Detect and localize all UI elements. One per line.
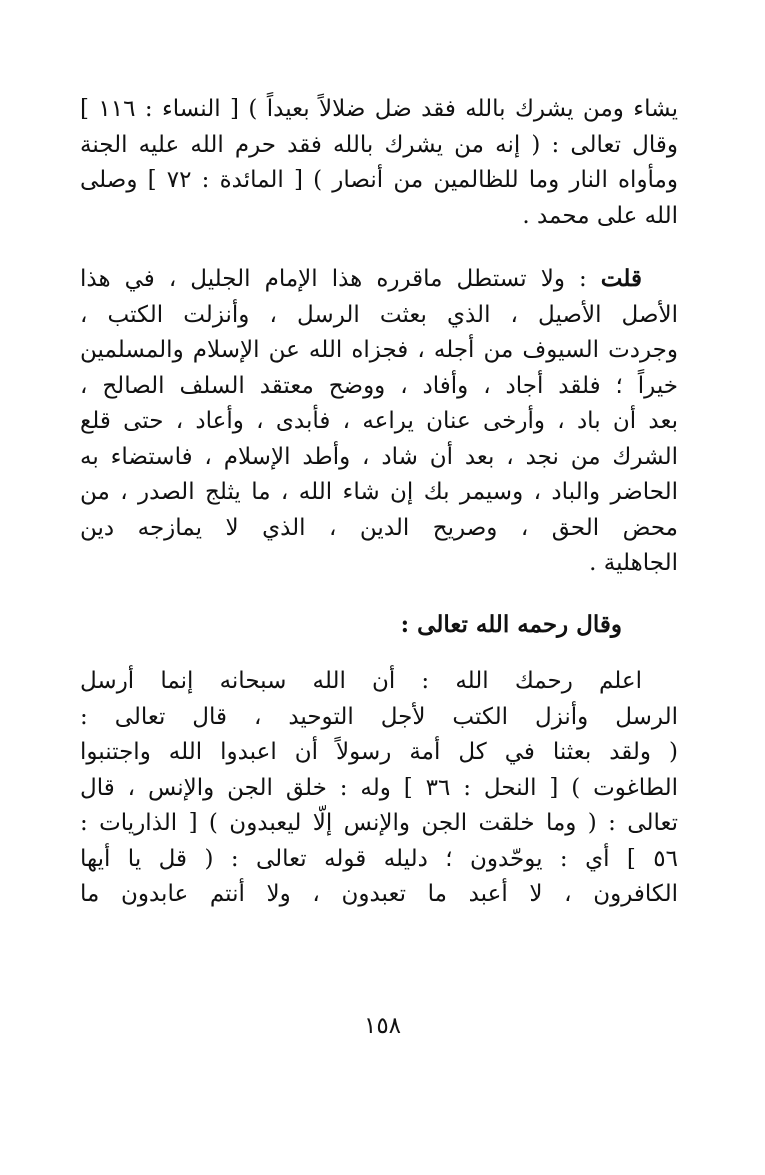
text-line: الشرك من نجد ، بعد أن شاد ، وأطد الإسلام ، فاستضاء به xyxy=(80,443,678,470)
commentary-lead-word: قلت xyxy=(600,265,642,292)
paragraph-tawhid xyxy=(80,664,678,913)
text-line: الكافرون ، لا أعبد ما تعبدون ، ولا أنتم عابدون ما xyxy=(80,881,678,907)
text-line: ( ولقد بعثنا في كل أمة رسولاً أن اعبدوا الله واجتنبوا xyxy=(80,739,678,765)
page-number: ١٥٨ xyxy=(363,1013,402,1039)
text-line: الأصل الأصيل ، الذي بعثت الرسل ، وأنزلت الكتب ، xyxy=(80,301,678,328)
text-line: وقال تعالى : ( إنه من يشرك بالله فقد حرم الله عليه الجنة xyxy=(80,131,678,158)
text-line: الجاهلية . xyxy=(589,550,678,576)
section-heading-paragraph xyxy=(80,607,678,643)
text-line: الله على محمد . xyxy=(522,202,678,229)
text-line: الرسل وأنزل الكتب لأجل التوحيد ، قال تعالى : xyxy=(80,703,678,730)
text-line: وجردت السيوف من أجله ، فجزاه الله عن الإسلام والمسلمين xyxy=(80,337,678,363)
text-segment: : ولا تستطل ماقرره هذا الإمام الجليل ، في هذا xyxy=(80,266,587,292)
section-heading: وقال رحمه الله تعالى : xyxy=(400,610,622,638)
text-line xyxy=(80,261,678,298)
text-line: محض الحق ، وصريح الدين ، الذي لا يمازجه دين xyxy=(80,514,678,541)
text-line: ٥٦ ] أي : يوحّدون ؛ دليله قوله تعالى : ( قل يا أيها xyxy=(80,845,678,872)
text-line: ومأواه النار وما للظالمين من أنصار ) [ المائدة : ٧٢ ] وصلى xyxy=(80,167,678,193)
paragraph-commentary xyxy=(80,261,678,582)
text-line: الطاغوت ) [ النحل : ٣٦ ] وله : خلق الجن والإنس ، قال xyxy=(80,774,678,801)
text-line: خيراً ؛ فلقد أجاد ، وأفاد ، ووضح معتقد السلف الصالح ، xyxy=(80,372,678,399)
text-line: بعد أن باد ، وأرخى عنان يراعه ، فأبدى ، وأعاد ، حتى قلع xyxy=(80,408,678,434)
text-line: اعلم رحمك الله : أن الله سبحانه إنما أرسل xyxy=(80,668,642,694)
text-line: يشاء ومن يشرك بالله فقد ضل ضلالاً بعيداً ) [ النساء : ١١٦ ] xyxy=(80,96,678,122)
text-line: تعالى : ( وما خلقت الجن والإنس إلّا ليعبدون ) [ الذاريات : xyxy=(80,810,678,836)
page-content xyxy=(80,92,678,913)
text-line: الحاضر والباد ، وسيمر بك إن شاء الله ، ما يثلج الصدر ، من xyxy=(80,479,678,505)
paragraph-quran-citations xyxy=(80,92,678,234)
